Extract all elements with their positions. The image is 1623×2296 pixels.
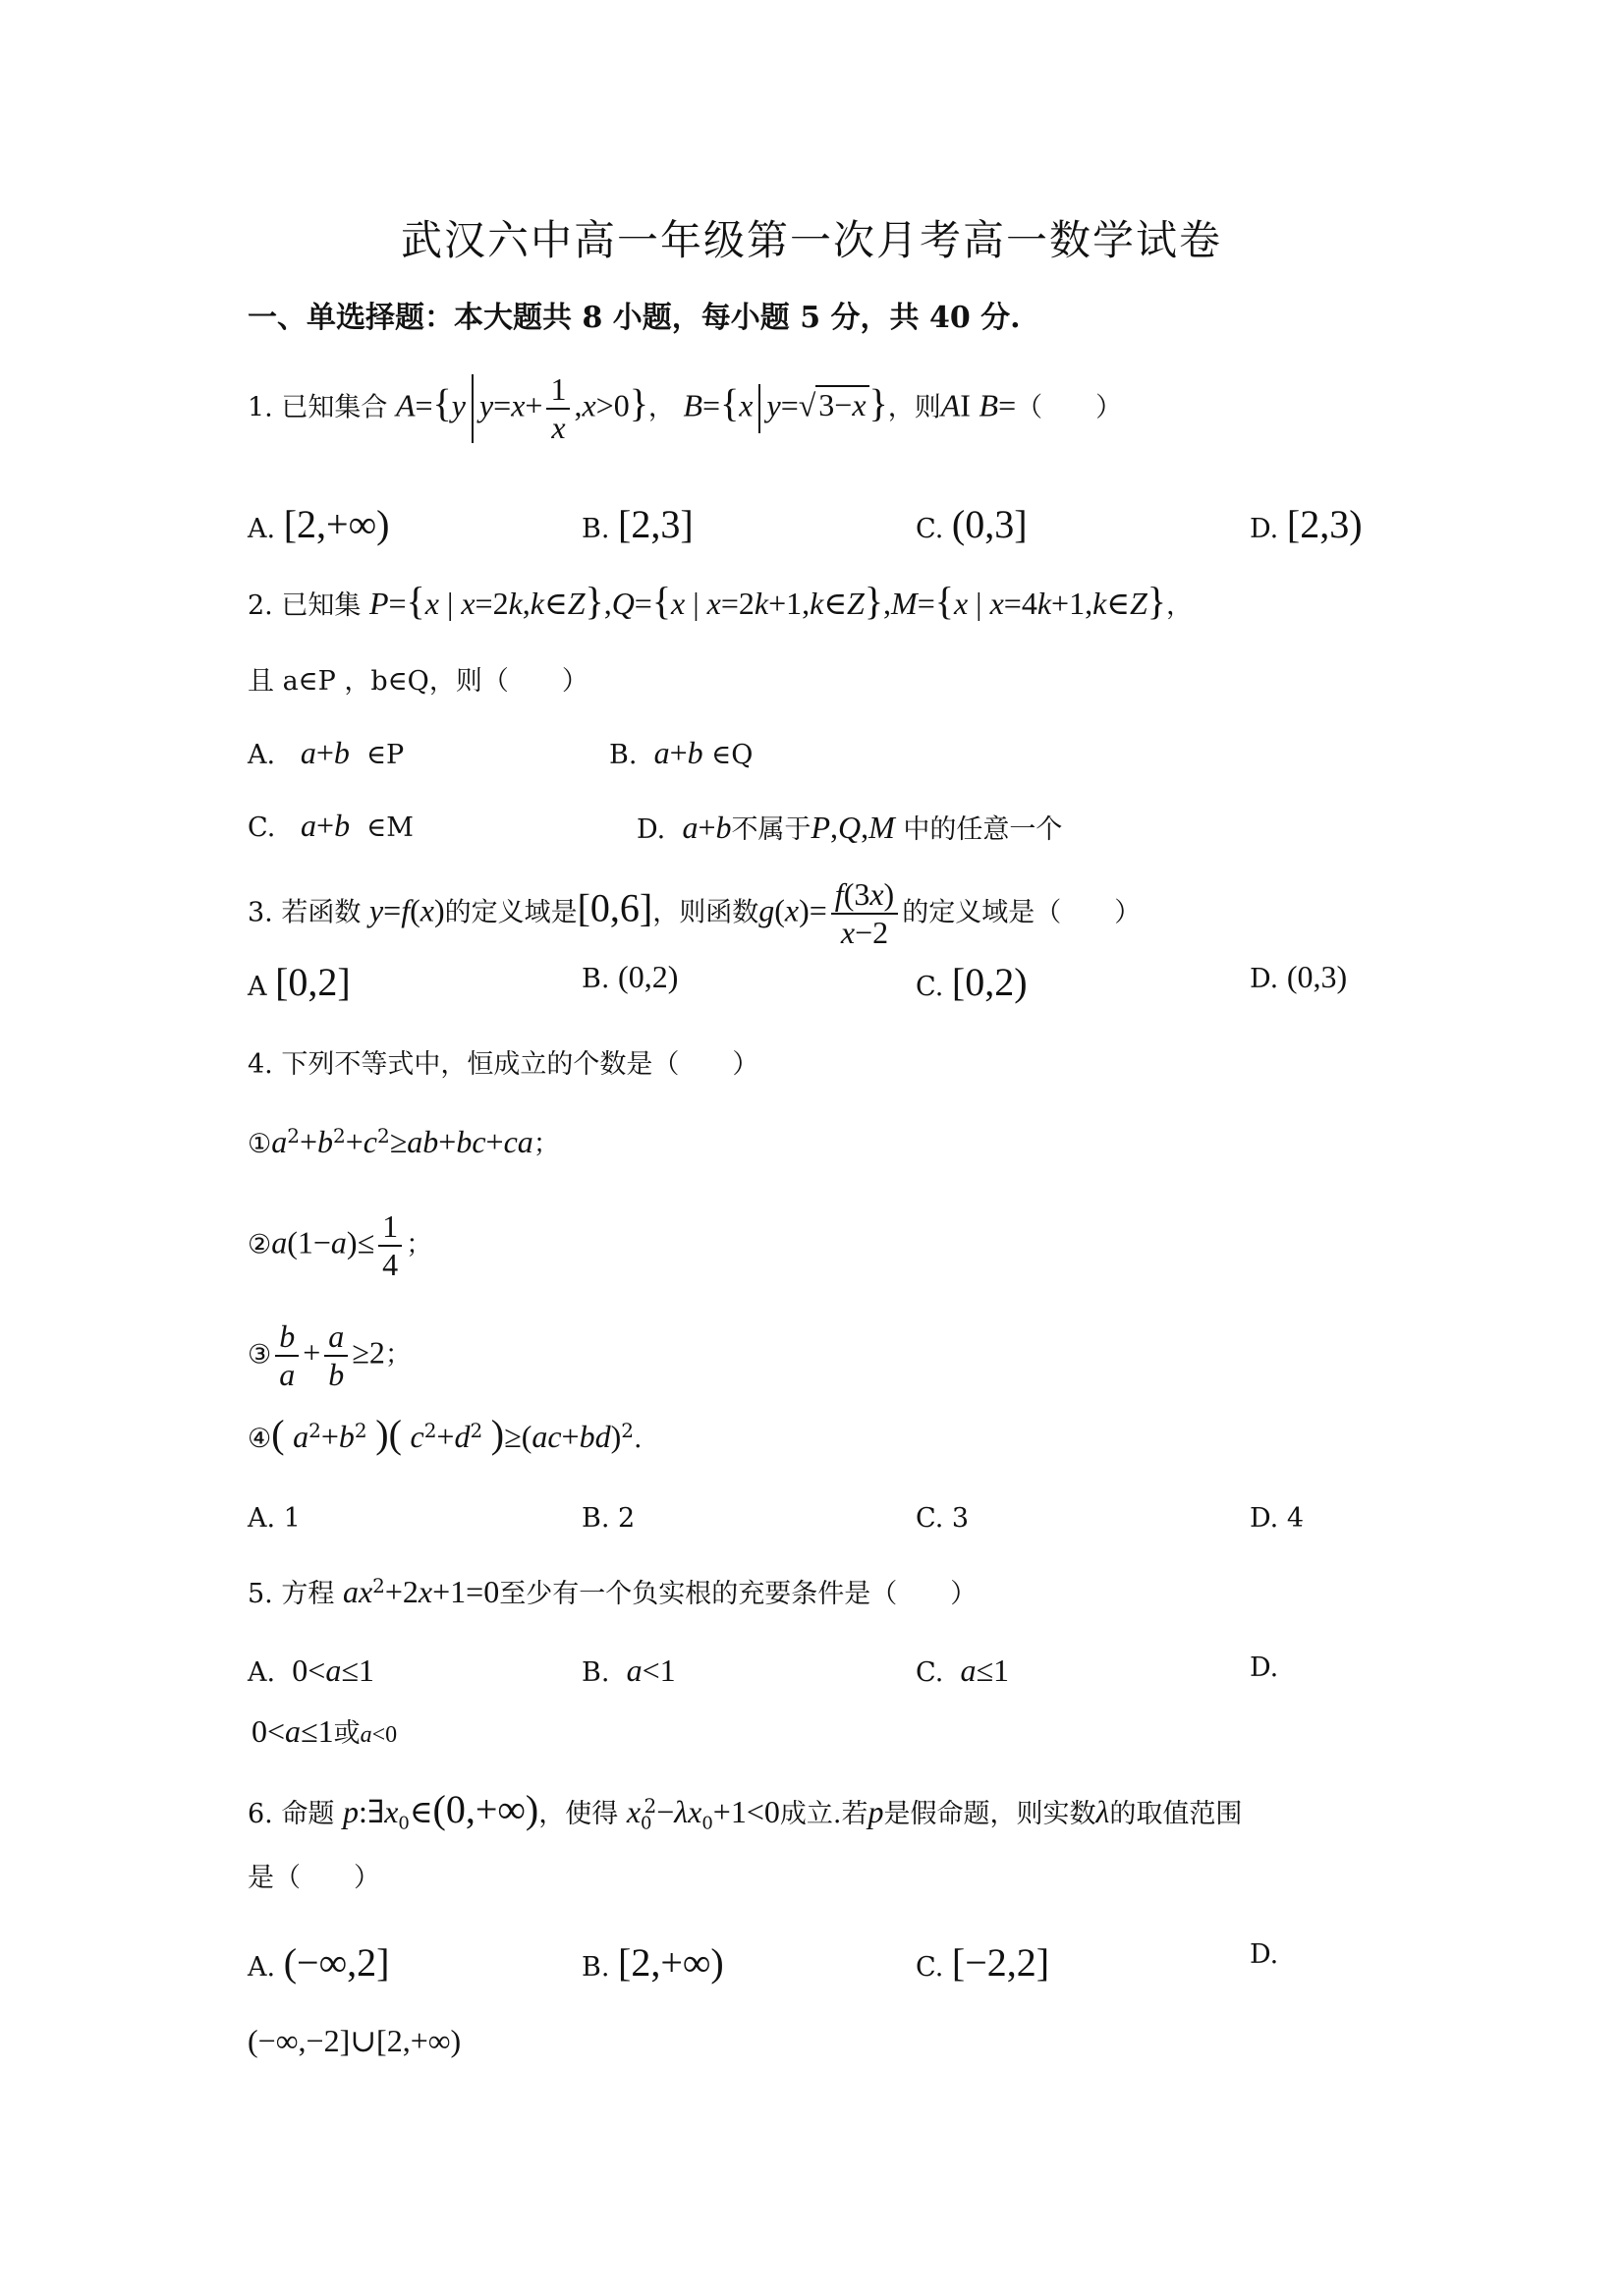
- q1-option-c: C. (0,3]: [916, 502, 1028, 546]
- q4-item-4: ④( $a^2+b^2$ )( $c^2+d^2$ )$\ge(ac+bd)^2$.: [248, 1412, 643, 1456]
- q2-option-d: D. a+b不属于P,Q,M 中的任意一个: [637, 810, 1063, 845]
- q1-option-a: A. [2,+∞): [248, 502, 390, 546]
- q1-label: 1. 已知集合: [248, 392, 388, 423]
- q3-option-a: A [0,2]: [248, 960, 351, 1004]
- q1-tail: ，则: [887, 392, 941, 423]
- q1-option-d: D. [2,3): [1250, 502, 1363, 546]
- q6-line-2: 是（ ）: [248, 1863, 380, 1893]
- q2-option-b: B. a+b ∈Q: [609, 735, 754, 770]
- q5-option-b: B. a<1: [582, 1652, 676, 1688]
- q6-option-d-value: (−∞,−2]∪[2,+∞): [248, 2023, 462, 2058]
- q6-option-c: C. [−2,2]: [916, 1940, 1050, 1985]
- q4-option-c: C. 3: [916, 1503, 970, 1534]
- q2-option-a: A. a+b ∈P: [248, 735, 405, 770]
- q1-option-b: B. [2,3]: [582, 502, 694, 546]
- q1-set-b: B: [683, 387, 703, 423]
- q1-paren: （ ）: [1016, 392, 1123, 423]
- q4-item-1: $①a^2+b^2+c^2\ge ab+bc+ca$；: [248, 1124, 560, 1159]
- q6-option-a: A. (−∞,2]: [248, 1940, 390, 1985]
- q6-option-d: D.: [1250, 1939, 1279, 1970]
- question-3: 3. 若函数 y=f(x)的定义域是[0,6]，则函数g(x)= $\frac{f(3x)}{x-2}$ 的定义域是（ ）: [248, 876, 1142, 950]
- q1-set-a: A: [395, 387, 416, 423]
- q4-option-d: D. 4: [1250, 1503, 1305, 1534]
- question-4: 4. 下列不等式中，恒成立的个数是（ ）: [248, 1049, 759, 1080]
- q4-option-b: B. 2: [582, 1503, 636, 1534]
- q4-item-3: ③ $\frac{b}{a}$ + $\frac{a}{b}$ ≥2；: [248, 1318, 412, 1392]
- page-title: 武汉六中高一年级第一次月考高一数学试卷: [400, 216, 1222, 264]
- question-6: 6. 命题 $p:\exists x_0\in(0,+\infty)$，使得 $x_0^2-\lambda x_0+1<0$成立.若p是假命题，则实数λ的取值范围: [248, 1787, 1243, 1834]
- q5-option-c: C. a≤1: [916, 1652, 1010, 1688]
- q2-line-2: 且 a∈P ，b∈Q，则（ ）: [248, 666, 588, 697]
- q6-option-b: B. [2,+∞): [582, 1940, 724, 1985]
- question-5: 5. 方程 $ax^2+2x+1=0$至少有一个负实根的充要条件是（ ）: [248, 1574, 978, 1609]
- q5-option-d: D.: [1250, 1652, 1279, 1683]
- q4-option-a: A. 1: [248, 1503, 301, 1534]
- question-2: 2. 已知集 P={x | x=2k,k∈Z},Q={x | x=2k+1,k∈Z},M={x | x=4k+1,k∈Z}，: [248, 579, 1193, 623]
- q2-option-c: C. a+b ∈M: [248, 808, 414, 843]
- q3-option-c: C. [0,2): [916, 960, 1028, 1004]
- q5-option-a: A. 0<a≤1: [248, 1652, 374, 1688]
- q3-option-d: D. (0,3): [1250, 959, 1348, 994]
- section-heading: 一、单选择题：本大题共 8 小题，每小题 5 分，共 40 分.: [248, 301, 1021, 335]
- q5-option-d-value: 0<a≤1或a<0: [252, 1713, 398, 1749]
- question-1: 1. 已知集合 A={y y=x+ $\frac{1}{x}$ ,x>0}， B={x y=√3−x}，则AI B=（ ）: [248, 371, 1123, 445]
- q4-item-2: ②a(1−a)≤ $\frac{1}{4}$ ；: [248, 1208, 433, 1282]
- q3-option-b: B. (0,2): [582, 959, 679, 994]
